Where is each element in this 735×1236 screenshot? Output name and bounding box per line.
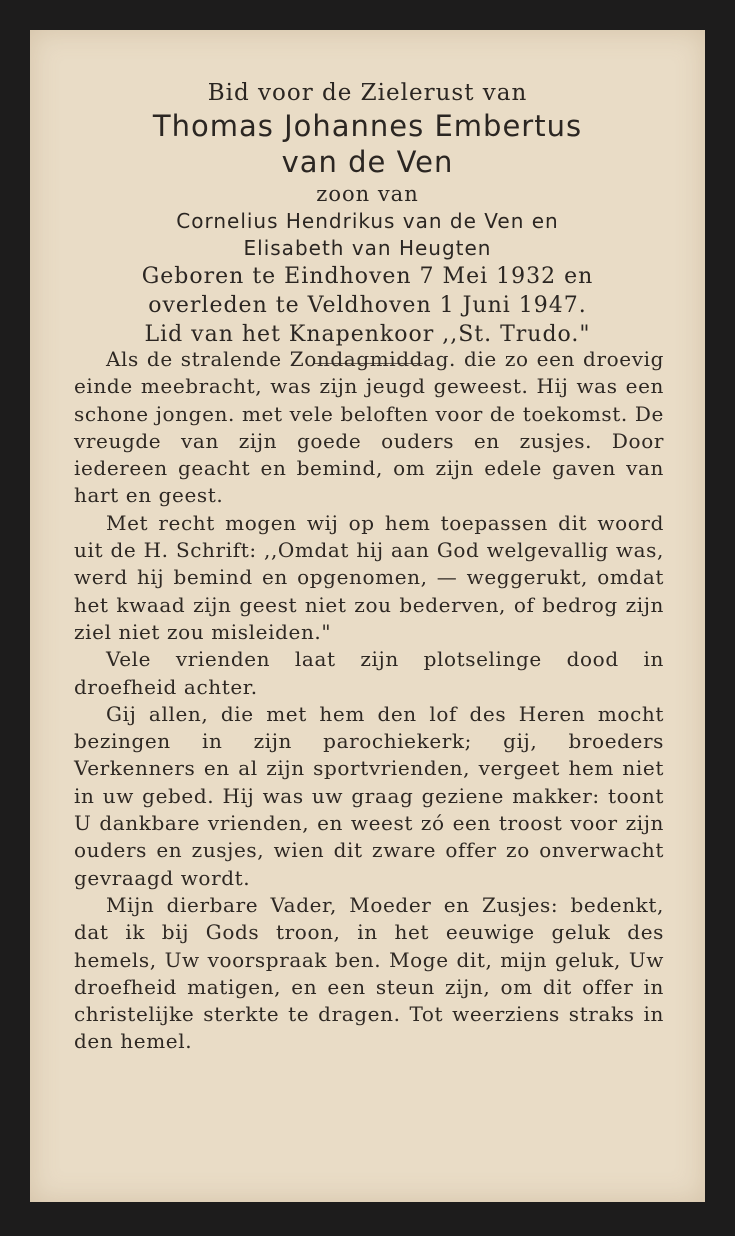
membership-line: Lid van het Knapenkoor ,,St. Trudo." bbox=[144, 322, 591, 347]
memorial-card bbox=[30, 30, 705, 1202]
son-of-line: zoon van bbox=[316, 182, 419, 206]
paragraph-2: Met recht mogen wij op hem toepassen dit woord uit de H. Schrift: ,,Omdat hij aan God welgevallig was, werd hij bemind en opgenomen, — weggerukt, omdat het kwaad zijn geest niet zou bederven, of bedrog zijn ziel niet zou misleiden." bbox=[74, 510, 664, 644]
father-line: Cornelius Hendrikus van de Ven en bbox=[176, 209, 559, 233]
deceased-name-line1: Thomas Johannes Embertus bbox=[152, 109, 583, 143]
memorial-text bbox=[74, 346, 664, 1056]
paragraph-1: Als de stralende Zondagmiddag. die zo een droevig einde meebracht, was zijn jeugd geweest. Hij was een schone jongen. met vele beloften voor de toekomst. De vreugde van zijn goede ouders en zusjes. Door iedereen geacht en bemind, om zijn edele gaven van hart en geest. bbox=[74, 347, 664, 508]
mother-line: Elisabeth van Heugten bbox=[243, 236, 492, 260]
paragraph-4: Gij allen, die met hem den lof des Heren mocht bezingen in zijn parochiekerk; gij, broeders Verkenners en al zijn sportvrienden, vergeet hem niet in uw gebed. Hij was uw graag geziene makker: toont U dankbare vrienden, en weest zó een troost voor zijn ouders en zusjes, wien dit zware offer zo onverwacht gevraagd wordt. bbox=[74, 701, 664, 890]
paragraph-5: Mijn dierbare Vader, Moeder en Zusjes: bedenkt, dat ik bij Gods troon, in het eeuwige geluk des hemels, Uw voorspraak ben. Moge dit, mijn geluk, Uw droefheid matigen, en een steun zijn, om dit offer in christelijke sterkte te dragen. Tot weerziens straks in den hemel. bbox=[74, 892, 664, 1054]
paragraph-3: Vele vrienden laat zijn plotselinge dood in droefheid achter. bbox=[74, 647, 664, 699]
card-header bbox=[30, 78, 705, 364]
deceased-name-line2: van de Ven bbox=[281, 145, 454, 179]
birth-line: Geboren te Eindhoven 7 Mei 1932 en bbox=[141, 264, 594, 289]
death-line: overleden te Veldhoven 1 Juni 1947. bbox=[148, 293, 587, 318]
intro-line: Bid voor de Zielerust van bbox=[207, 80, 528, 106]
